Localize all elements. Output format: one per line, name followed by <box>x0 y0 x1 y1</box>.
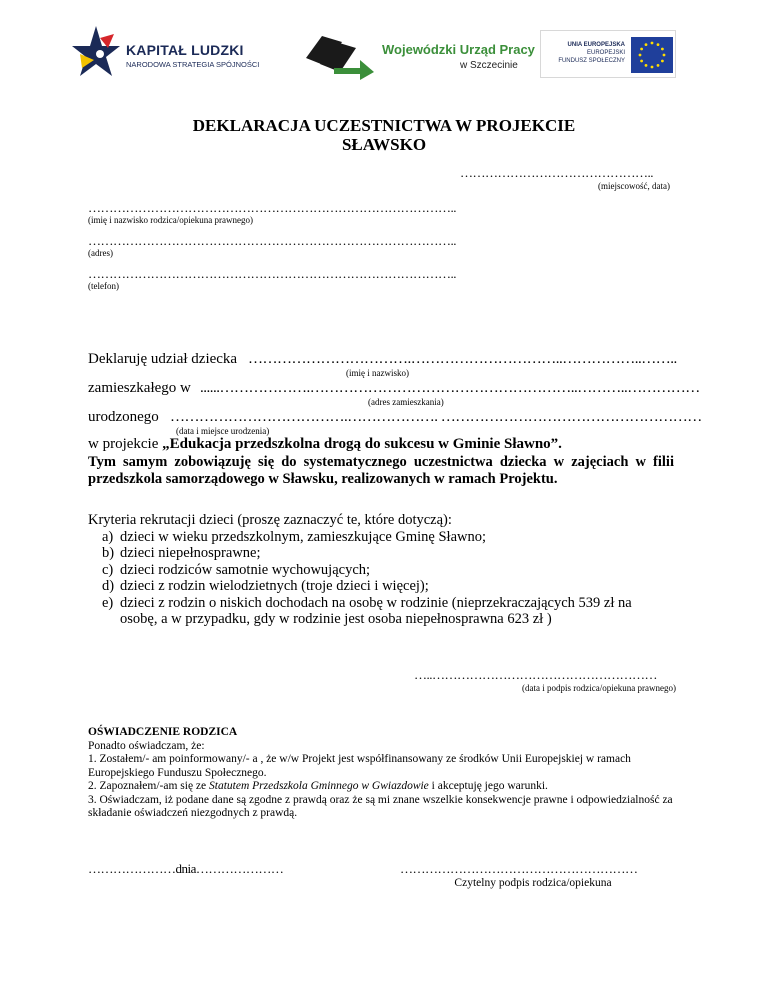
address-field[interactable]: …………………………………………………………………………….. <box>88 233 456 248</box>
parent-name-caption: (imię i nazwisko rodzica/opiekuna prawnego) <box>88 215 253 225</box>
commitment-text: Tym samym zobowiązuję się do systematycznego uczestnictwa dziecka w zajęciach w filii przedszkola samorządowego w Sławsku, realizowanych w ramach Projektu. <box>88 454 674 487</box>
kapital-ludzki-subtitle: NARODOWA STRATEGIA SPÓJNOŚCI <box>126 60 260 69</box>
criteria-item-e[interactable]: e) dzieci z rodzin o niskich dochodach na osobę w rodzinie (nieprzekraczających 539 zł na osobę, a w przypadku, gdy w rodzinie jest osoba niepełnosprawna 623 zł ) <box>102 594 632 627</box>
wup-subtitle: w Szczecinie <box>460 60 518 71</box>
statement-1: 1. Zostałem/- am poinformowany/- a , że w/w Projekt jest współfinansowany ze środków Unii Europejskiej w ramach Europejskiego Funduszu Społecznego. <box>88 753 631 779</box>
residing-label: zamieszkałego w <box>88 380 191 396</box>
parent-signature-field[interactable]: …..……………………………………………… <box>414 667 657 682</box>
birth-field[interactable]: ……………………………….………………. ……………………………………………… <box>170 409 702 425</box>
phone-caption: (telefon) <box>88 281 119 291</box>
birth-caption: (data i miejsce urodzenia) <box>176 426 270 436</box>
wup-logo <box>302 28 535 84</box>
eu-line2: EUROPEJSKI <box>586 50 625 56</box>
child-name-caption: (imię i nazwisko) <box>346 368 409 378</box>
legible-signature-field[interactable]: ………………………………………………… <box>400 861 638 876</box>
statement-2: 2. Zapoznałem/-am się ze Statutem Przedszkola Gminnego w Gwiazdowie i akceptuję jego warunki. <box>88 780 548 792</box>
eu-logo <box>540 30 676 78</box>
project-name: „Edukacja przedszkolna drogą do sukcesu w Gminie Sławno”. <box>162 436 562 452</box>
place-date-field[interactable]: ……………………………………….. <box>460 165 653 180</box>
project-prefix: w projekcie <box>88 436 163 452</box>
criteria-item-a[interactable]: a) dzieci w wieku przedszkolnym, zamieszkujące Gminę Sławno; <box>102 528 487 545</box>
criteria-section <box>88 512 674 628</box>
wup-title: Wojewódzki Urząd Pracy <box>382 42 535 57</box>
statement-3: 3. Oświadczam, iż podane dane są zgodne z prawdą oraz że są mi znane wszelkie konsekwencje prawne i odpowiedzialność za składanie oświadczeń niezgodnych z prawdą. <box>88 793 673 819</box>
eu-logo-text <box>545 41 625 65</box>
parent-signature-caption: (data i podpis rodzica/opiekuna prawnego) <box>522 683 676 693</box>
statement-intro: Ponadto oświadczam, że: <box>88 739 205 752</box>
criteria-item-c[interactable]: c) dzieci rodziców samotnie wychowujących; <box>102 561 371 578</box>
phone-field[interactable]: …………………………………………………………………………….. <box>88 266 456 281</box>
eu-line1: UNIA EUROPEJSKA <box>567 42 625 48</box>
kapital-ludzki-title: KAPITAŁ LUDZKI <box>126 42 244 58</box>
statement-section <box>88 726 674 821</box>
eu-line3: FUNDUSZ SPOŁECZNY <box>558 58 625 64</box>
residence-field[interactable]: ......……………….………………………………………………..………..…………… <box>200 380 700 396</box>
criteria-item-d[interactable]: d) dzieci z rodzin wielodzietnych (troje dzieci i więcej); <box>102 578 429 594</box>
parent-name-field[interactable]: …………………………………………………………………………….. <box>88 200 456 215</box>
legible-signature-caption: Czytelny podpis rodzica/opiekuna <box>454 877 612 889</box>
wup-arrow-icon <box>302 28 376 80</box>
residence-caption: (adres zamieszkania) <box>368 397 444 407</box>
document-title <box>0 116 768 154</box>
kapital-ludzki-star-icon <box>70 24 122 82</box>
kapital-ludzki-logo <box>70 24 280 86</box>
address-caption: (adres) <box>88 248 113 258</box>
title-line1: DEKLARACJA UCZESTNICTWA W PROJEKCIE <box>192 116 576 135</box>
criteria-list <box>88 529 674 628</box>
statute-name: Statutem Przedszkola Gminnego w Gwiazdowie <box>209 780 429 792</box>
statement-title: OŚWIADCZENIE RODZICA <box>88 726 238 738</box>
criteria-item-b[interactable]: b) dzieci niepełnosprawne; <box>102 545 261 561</box>
eu-flag-icon <box>631 37 673 73</box>
born-label: urodzonego <box>88 409 159 425</box>
project-line <box>88 436 562 453</box>
place-date-caption: (miejscowość, data) <box>598 181 670 191</box>
child-name-field[interactable]: …………………………….…………………………..……………..…….. <box>248 351 677 367</box>
date-day-field[interactable]: …………………dnia………………… <box>88 861 284 876</box>
declare-label: Deklaruję udział dziecka <box>88 351 238 367</box>
title-line2: SŁAWSKO <box>341 135 427 154</box>
criteria-intro: Kryteria rekrutacji dzieci (proszę zaznaczyć te, które dotyczą): <box>88 512 452 528</box>
